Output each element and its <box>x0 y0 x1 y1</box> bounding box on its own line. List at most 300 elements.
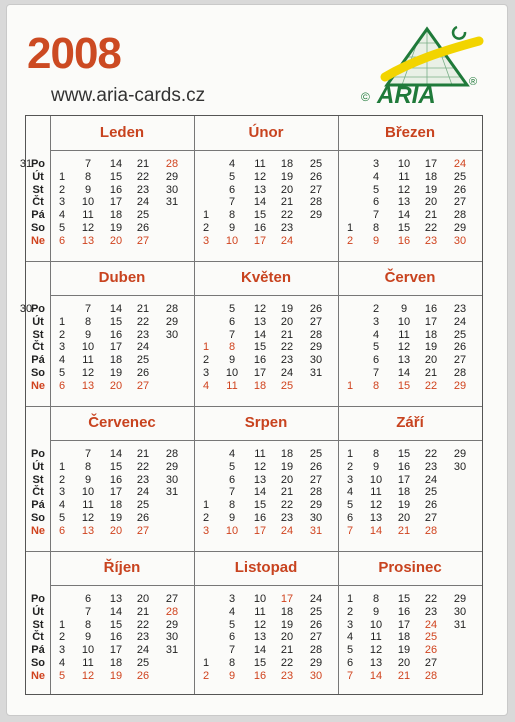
day-number: 17 <box>397 473 411 486</box>
day-number: 28 <box>424 524 438 537</box>
day-number: 4 <box>228 158 236 170</box>
day-number: 5 <box>228 618 236 631</box>
day-number: 15 <box>397 593 411 605</box>
day-label: Pá <box>31 499 45 512</box>
day-number: 11 <box>370 631 382 644</box>
day-number: 31 <box>309 367 323 379</box>
day-label: Ne <box>30 669 46 682</box>
day-number: 5 <box>58 512 66 524</box>
month-name: Březen <box>384 124 436 141</box>
day-number: 12 <box>253 618 267 631</box>
day-number: 23 <box>136 183 150 196</box>
day-number: 10 <box>253 593 267 605</box>
day-number: 14 <box>397 209 411 222</box>
day-number: 10 <box>81 644 95 657</box>
day-number: 20 <box>136 593 150 605</box>
day-number: 9 <box>84 183 92 196</box>
day-label: Čt <box>32 486 44 499</box>
day-number: 2 <box>372 303 380 315</box>
day-number: 18 <box>280 605 294 618</box>
day-label: Ne <box>30 234 46 247</box>
day-number: 21 <box>280 644 294 657</box>
day-number: 16 <box>397 234 411 247</box>
day-number: 10 <box>369 473 383 486</box>
day-number: 4 <box>58 657 66 669</box>
day-number: 21 <box>136 448 150 460</box>
day-label: St <box>32 328 44 341</box>
day-number: 29 <box>453 593 467 605</box>
day-number: 1 <box>58 618 66 631</box>
day-number: 21 <box>397 524 411 537</box>
day-number: 2 <box>346 234 354 247</box>
day-number: 11 <box>370 486 382 499</box>
day-number: 2 <box>58 328 66 341</box>
day-number: 14 <box>253 196 267 209</box>
day-label: So <box>30 367 46 379</box>
month-name: Únor <box>248 124 284 141</box>
day-number: 18 <box>280 158 294 170</box>
day-number: 14 <box>253 644 267 657</box>
day-number: 28 <box>453 367 467 379</box>
header-divider <box>50 150 482 151</box>
day-number: 30 <box>309 512 323 524</box>
day-number: 19 <box>280 460 294 473</box>
day-number: 8 <box>84 460 92 473</box>
day-number: 27 <box>309 183 323 196</box>
day-number: 15 <box>397 222 411 234</box>
day-number: 15 <box>253 209 267 222</box>
day-number: 23 <box>280 354 294 367</box>
day-number: 1 <box>58 460 66 473</box>
day-number: 21 <box>136 158 150 170</box>
day-number: 13 <box>253 315 267 328</box>
day-number: 9 <box>84 473 92 486</box>
day-number: 7 <box>84 303 92 315</box>
day-number: 7 <box>346 669 354 682</box>
day-number: 9 <box>84 328 92 341</box>
day-number: 28 <box>309 644 323 657</box>
day-label: Pá <box>31 644 45 657</box>
day-number: 3 <box>58 486 66 499</box>
day-number: 15 <box>253 657 267 669</box>
day-number: 3 <box>228 593 236 605</box>
day-number: 29 <box>453 448 467 460</box>
day-number: 29 <box>165 170 179 183</box>
day-number: 17 <box>280 593 294 605</box>
day-number: 5 <box>346 499 354 512</box>
day-number: 19 <box>424 341 438 354</box>
day-number: 18 <box>397 486 411 499</box>
column-divider <box>50 116 51 694</box>
day-number: 15 <box>109 460 123 473</box>
day-number: 10 <box>81 486 95 499</box>
day-number: 23 <box>424 605 438 618</box>
day-number: 28 <box>309 328 323 341</box>
day-number: 25 <box>453 170 467 183</box>
day-number: 23 <box>136 328 150 341</box>
day-label: So <box>30 222 46 234</box>
day-number: 14 <box>253 328 267 341</box>
day-number: 29 <box>453 222 467 234</box>
day-label: Út <box>32 170 44 183</box>
day-number: 14 <box>397 367 411 379</box>
day-number: 26 <box>424 644 438 657</box>
day-number: 1 <box>58 315 66 328</box>
band-divider <box>26 551 482 552</box>
band-divider <box>26 406 482 407</box>
day-number: 17 <box>424 315 438 328</box>
day-number: 20 <box>424 196 438 209</box>
day-number: 14 <box>109 158 123 170</box>
day-number: 3 <box>372 315 380 328</box>
day-label: So <box>30 512 46 524</box>
day-number: 6 <box>228 315 236 328</box>
day-number: 26 <box>309 303 323 315</box>
day-number: 16 <box>424 303 438 315</box>
day-number: 26 <box>136 367 150 379</box>
day-number: 10 <box>225 234 239 247</box>
day-label: St <box>32 473 44 486</box>
day-number: 8 <box>228 209 236 222</box>
website-url[interactable]: www.aria-cards.cz <box>51 85 206 106</box>
day-number: 11 <box>398 328 410 341</box>
day-number: 30 <box>453 234 467 247</box>
day-number: 22 <box>280 657 294 669</box>
day-number: 29 <box>453 379 467 392</box>
day-number: 6 <box>228 183 236 196</box>
day-number: 3 <box>346 618 354 631</box>
day-number: 29 <box>309 209 323 222</box>
day-number: 4 <box>228 448 236 460</box>
day-number: 22 <box>280 209 294 222</box>
day-number: 16 <box>253 669 267 682</box>
column-divider <box>338 116 339 694</box>
day-number: 28 <box>165 303 179 315</box>
day-number: 22 <box>424 222 438 234</box>
day-number: 27 <box>424 512 438 524</box>
day-number: 24 <box>136 486 150 499</box>
day-label: Čt <box>32 196 44 209</box>
month-name: Červen <box>384 269 436 286</box>
month-name: Duben <box>98 269 146 286</box>
day-number: 19 <box>280 618 294 631</box>
day-number: 22 <box>424 379 438 392</box>
calendar-card <box>6 4 508 716</box>
day-number: 28 <box>309 486 323 499</box>
day-number: 12 <box>397 341 411 354</box>
day-number: 4 <box>372 328 380 341</box>
day-number: 10 <box>225 524 239 537</box>
day-number: 18 <box>109 209 123 222</box>
day-number: 26 <box>424 499 438 512</box>
day-number: 11 <box>82 354 94 367</box>
day-number: 26 <box>136 669 150 682</box>
day-number: 10 <box>225 367 239 379</box>
month-name: Listopad <box>234 559 298 576</box>
day-label: Po <box>30 303 46 315</box>
day-number: 7 <box>84 605 92 618</box>
day-number: 29 <box>165 460 179 473</box>
day-number: 21 <box>424 367 438 379</box>
day-number: 3 <box>202 524 210 537</box>
day-number: 3 <box>58 196 66 209</box>
day-number: 30 <box>309 354 323 367</box>
day-number: 5 <box>58 222 66 234</box>
day-number: 12 <box>369 499 383 512</box>
day-number: 15 <box>109 618 123 631</box>
day-number: 6 <box>228 631 236 644</box>
day-number: 6 <box>84 593 92 605</box>
day-number: 7 <box>228 196 236 209</box>
header-divider <box>50 440 482 441</box>
day-label: Ne <box>30 524 46 537</box>
day-number: 22 <box>280 341 294 354</box>
day-number: 17 <box>424 158 438 170</box>
day-number: 31 <box>453 618 467 631</box>
day-number: 9 <box>228 222 236 234</box>
day-number: 12 <box>369 644 383 657</box>
day-number: 25 <box>453 328 467 341</box>
day-number: 7 <box>228 328 236 341</box>
day-number: 19 <box>397 499 411 512</box>
brand-name: ARIA <box>377 82 436 107</box>
day-number: 13 <box>369 512 383 524</box>
day-number: 21 <box>280 196 294 209</box>
day-number: 20 <box>109 234 123 247</box>
day-label: St <box>32 618 44 631</box>
day-number: 12 <box>81 512 95 524</box>
day-number: 13 <box>253 473 267 486</box>
day-number: 2 <box>346 605 354 618</box>
day-label: Po <box>30 593 46 605</box>
day-number: 21 <box>280 328 294 341</box>
day-label: Pá <box>31 209 45 222</box>
day-number: 20 <box>109 524 123 537</box>
day-number: 15 <box>253 341 267 354</box>
day-number: 13 <box>369 657 383 669</box>
day-number: 3 <box>202 367 210 379</box>
day-number: 6 <box>346 657 354 669</box>
day-number: 23 <box>424 460 438 473</box>
day-number: 8 <box>84 315 92 328</box>
day-number: 23 <box>280 222 294 234</box>
day-number: 10 <box>81 341 95 354</box>
day-number: 25 <box>424 631 438 644</box>
day-number: 28 <box>453 209 467 222</box>
day-number: 28 <box>424 669 438 682</box>
day-number: 23 <box>136 631 150 644</box>
day-number: 25 <box>309 448 323 460</box>
day-number: 19 <box>397 644 411 657</box>
day-number: 27 <box>453 354 467 367</box>
day-number: 21 <box>136 605 150 618</box>
day-number: 1 <box>346 379 354 392</box>
day-number: 4 <box>202 379 210 392</box>
day-number: 21 <box>424 209 438 222</box>
day-number: 12 <box>81 367 95 379</box>
day-number: 7 <box>372 209 380 222</box>
day-number: 9 <box>372 605 380 618</box>
calendar-grid <box>19 115 483 695</box>
day-number: 22 <box>280 499 294 512</box>
day-number: 8 <box>228 499 236 512</box>
day-label: Čt <box>32 631 44 644</box>
day-number: 23 <box>136 473 150 486</box>
day-number: 30 <box>453 605 467 618</box>
day-number: 8 <box>84 618 92 631</box>
day-number: 17 <box>109 196 123 209</box>
day-number: 9 <box>228 354 236 367</box>
day-number: 16 <box>253 512 267 524</box>
day-number: 28 <box>165 605 179 618</box>
day-number: 27 <box>424 657 438 669</box>
day-number: 11 <box>82 209 94 222</box>
day-number: 25 <box>136 354 150 367</box>
day-number: 3 <box>202 234 210 247</box>
month-name: Srpen <box>244 414 288 431</box>
day-number: 9 <box>400 303 408 315</box>
day-number: 24 <box>424 618 438 631</box>
day-number: 18 <box>397 631 411 644</box>
day-number: 30 <box>309 669 323 682</box>
day-number: 8 <box>372 448 380 460</box>
day-number: 2 <box>346 460 354 473</box>
day-number: 16 <box>397 605 411 618</box>
day-number: 12 <box>81 669 95 682</box>
column-divider <box>194 116 195 694</box>
day-number: 9 <box>372 460 380 473</box>
day-number: 24 <box>309 593 323 605</box>
day-number: 25 <box>136 499 150 512</box>
day-number: 4 <box>346 631 354 644</box>
day-number: 18 <box>109 499 123 512</box>
day-number: 4 <box>58 209 66 222</box>
day-number: 17 <box>109 644 123 657</box>
day-number: 7 <box>346 524 354 537</box>
day-number: 1 <box>202 657 210 669</box>
day-number: 26 <box>136 512 150 524</box>
day-number: 14 <box>369 669 383 682</box>
day-number: 6 <box>346 512 354 524</box>
band-divider <box>26 261 482 262</box>
day-label: St <box>32 183 44 196</box>
day-number: 31 <box>19 158 33 170</box>
day-number: 15 <box>109 170 123 183</box>
day-number: 24 <box>280 524 294 537</box>
day-number: 25 <box>309 605 323 618</box>
day-number: 31 <box>165 486 179 499</box>
day-number: 25 <box>136 657 150 669</box>
day-number: 21 <box>397 669 411 682</box>
day-number: 1 <box>346 448 354 460</box>
day-number: 19 <box>109 367 123 379</box>
day-number: 14 <box>369 524 383 537</box>
day-number: 3 <box>372 158 380 170</box>
day-number: 19 <box>280 303 294 315</box>
day-number: 4 <box>372 170 380 183</box>
day-number: 25 <box>309 158 323 170</box>
day-number: 7 <box>228 644 236 657</box>
day-label: Út <box>32 460 44 473</box>
day-number: 14 <box>109 448 123 460</box>
day-number: 26 <box>453 183 467 196</box>
day-number: 12 <box>397 183 411 196</box>
day-number: 1 <box>202 341 210 354</box>
day-number: 24 <box>453 315 467 328</box>
day-number: 5 <box>372 341 380 354</box>
day-label: Pá <box>31 354 45 367</box>
day-label: Út <box>32 605 44 618</box>
day-number: 12 <box>81 222 95 234</box>
day-number: 12 <box>253 170 267 183</box>
day-number: 12 <box>253 303 267 315</box>
day-number: 26 <box>136 222 150 234</box>
day-number: 30 <box>19 303 33 315</box>
day-number: 18 <box>109 354 123 367</box>
registered-mark: ® <box>469 76 478 88</box>
day-number: 17 <box>253 234 267 247</box>
day-number: 28 <box>309 196 323 209</box>
day-number: 29 <box>309 499 323 512</box>
month-name: Prosinec <box>378 559 442 576</box>
day-label: Ne <box>30 379 46 392</box>
day-number: 20 <box>280 183 294 196</box>
day-number: 22 <box>136 460 150 473</box>
day-number: 13 <box>81 379 95 392</box>
day-number: 7 <box>84 158 92 170</box>
day-number: 13 <box>81 234 95 247</box>
day-number: 8 <box>372 593 380 605</box>
day-number: 19 <box>109 512 123 524</box>
day-number: 30 <box>165 631 179 644</box>
day-label: Po <box>30 158 46 170</box>
day-number: 24 <box>136 196 150 209</box>
day-number: 26 <box>309 170 323 183</box>
day-number: 6 <box>372 196 380 209</box>
day-number: 5 <box>58 367 66 379</box>
day-number: 4 <box>228 605 236 618</box>
day-number: 3 <box>58 341 66 354</box>
day-number: 11 <box>82 657 94 669</box>
day-number: 18 <box>280 448 294 460</box>
day-number: 16 <box>109 631 123 644</box>
day-number: 17 <box>109 341 123 354</box>
day-number: 29 <box>165 618 179 631</box>
day-number: 29 <box>309 657 323 669</box>
day-number: 27 <box>453 196 467 209</box>
day-number: 2 <box>202 222 210 234</box>
day-number: 25 <box>136 209 150 222</box>
day-number: 24 <box>280 367 294 379</box>
day-number: 22 <box>136 315 150 328</box>
day-number: 6 <box>58 379 66 392</box>
day-number: 13 <box>397 196 411 209</box>
header-divider <box>50 585 482 586</box>
day-number: 9 <box>84 631 92 644</box>
day-number: 24 <box>453 158 467 170</box>
day-number: 25 <box>280 379 294 392</box>
day-number: 23 <box>424 234 438 247</box>
day-number: 8 <box>372 379 380 392</box>
copyright-mark: © <box>361 90 370 104</box>
day-number: 1 <box>202 499 210 512</box>
day-number: 19 <box>280 170 294 183</box>
day-number: 22 <box>136 618 150 631</box>
day-number: 11 <box>398 170 410 183</box>
day-number: 14 <box>253 486 267 499</box>
header-divider <box>50 295 482 296</box>
day-number: 23 <box>280 669 294 682</box>
